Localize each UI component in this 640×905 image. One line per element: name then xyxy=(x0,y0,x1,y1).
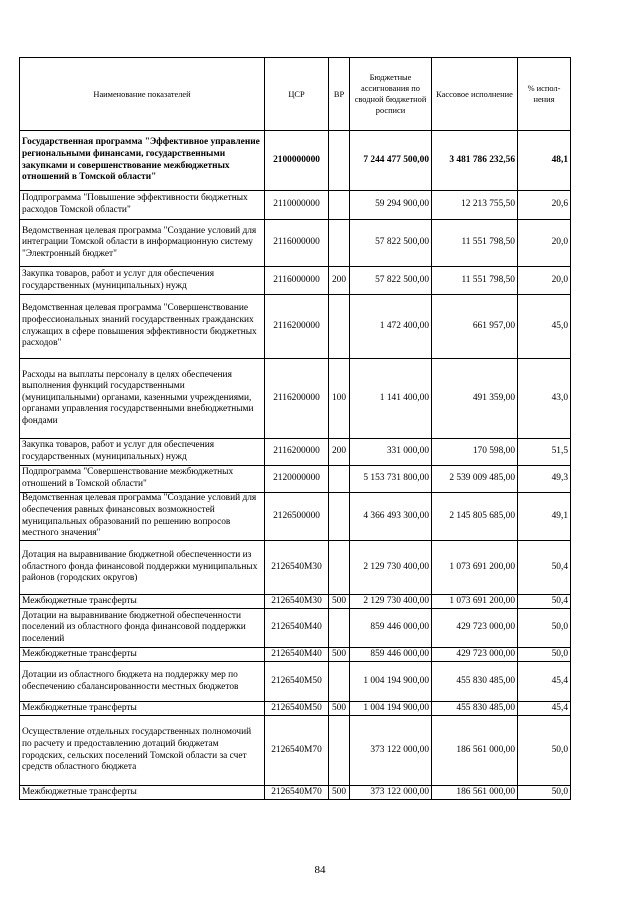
table-row xyxy=(20,359,571,439)
budget-execution-table xyxy=(19,57,571,800)
header-name: Наименование показателей xyxy=(20,58,265,131)
table-header-row xyxy=(20,58,571,131)
cell-csr: 2116200000 xyxy=(265,359,329,439)
table-row xyxy=(20,191,571,220)
cell-cash: 1 073 691 200,00 xyxy=(432,595,518,609)
header-csr: ЦСР xyxy=(265,58,329,131)
cell-name: Дотации на выравнивание бюджетной обеспеченности поселений из областного фонда финансовой поддержки поселений xyxy=(20,609,265,648)
cell-csr: 2126540M40 xyxy=(265,609,329,648)
cell-vr xyxy=(329,716,350,786)
cell-name: Расходы на выплаты персоналу в целях обеспечения выполнения функций государственными (муниципальными) органами, казенными учреждениями, органами управления государственными внебюджетными фондами xyxy=(20,359,265,439)
table-row xyxy=(20,493,571,541)
cell-name: Межбюджетные трансферты xyxy=(20,786,265,800)
table-row xyxy=(20,439,571,466)
cell-cash: 661 957,00 xyxy=(432,295,518,359)
cell-vr: 200 xyxy=(329,439,350,466)
cell-vr: 500 xyxy=(329,648,350,662)
table-row xyxy=(20,662,571,702)
cell-vr xyxy=(329,295,350,359)
cell-csr: 2116200000 xyxy=(265,295,329,359)
cell-percent: 50,0 xyxy=(518,716,571,786)
cell-cash: 170 598,00 xyxy=(432,439,518,466)
table-row xyxy=(20,716,571,786)
table-row xyxy=(20,131,571,191)
cell-budget: 7 244 477 500,00 xyxy=(350,131,432,191)
cell-budget: 5 153 731 800,00 xyxy=(350,466,432,493)
cell-csr: 2126540M70 xyxy=(265,786,329,800)
cell-percent: 50,4 xyxy=(518,541,571,595)
cell-percent: 45,4 xyxy=(518,662,571,702)
cell-name: Ведомственная целевая программа "Совершенствование профессиональных знаний государственных гражданских служащих в сфере повышения эффективности бюджетных расходов" xyxy=(20,295,265,359)
cell-percent: 51,5 xyxy=(518,439,571,466)
cell-csr: 2126540M30 xyxy=(265,595,329,609)
cell-cash: 1 073 691 200,00 xyxy=(432,541,518,595)
cell-csr: 2100000000 xyxy=(265,131,329,191)
cell-csr: 2126540M30 xyxy=(265,541,329,595)
cell-percent: 50,4 xyxy=(518,595,571,609)
cell-csr: 2116200000 xyxy=(265,439,329,466)
cell-cash: 186 561 000,00 xyxy=(432,786,518,800)
cell-cash: 2 539 009 485,00 xyxy=(432,466,518,493)
cell-csr: 2110000000 xyxy=(265,191,329,220)
cell-vr xyxy=(329,220,350,267)
cell-vr xyxy=(329,131,350,191)
cell-percent: 49,1 xyxy=(518,493,571,541)
cell-cash: 2 145 805 685,00 xyxy=(432,493,518,541)
cell-budget: 331 000,00 xyxy=(350,439,432,466)
table-row xyxy=(20,702,571,716)
header-cash: Кассовое исполнение xyxy=(432,58,518,131)
cell-vr: 500 xyxy=(329,786,350,800)
table-row xyxy=(20,595,571,609)
cell-percent: 50,0 xyxy=(518,648,571,662)
cell-name: Подпрограмма "Повышение эффективности бюджетных расходов Томской области" xyxy=(20,191,265,220)
cell-percent: 50,0 xyxy=(518,786,571,800)
cell-name: Дотации из областного бюджета на поддержку мер по обеспечению сбалансированности местных бюджетов xyxy=(20,662,265,702)
cell-budget: 57 822 500,00 xyxy=(350,220,432,267)
cell-name: Государственная программа "Эффективное управление региональными финансами, государственными закупками и совершенствование межбюджетных отношений в Томской области" xyxy=(20,131,265,191)
cell-csr: 2120000000 xyxy=(265,466,329,493)
table-row xyxy=(20,541,571,595)
cell-budget: 1 004 194 900,00 xyxy=(350,662,432,702)
cell-percent: 50,0 xyxy=(518,609,571,648)
cell-budget: 373 122 000,00 xyxy=(350,716,432,786)
cell-cash: 186 561 000,00 xyxy=(432,716,518,786)
cell-name: Осуществление отдельных государственных полномочий по расчету и предоставлению дотаций бюджетам городских, сельских поселений Томской области за счет средств областного бюджета xyxy=(20,716,265,786)
cell-budget: 1 141 400,00 xyxy=(350,359,432,439)
cell-cash: 11 551 798,50 xyxy=(432,267,518,295)
cell-cash: 12 213 755,50 xyxy=(432,191,518,220)
cell-budget: 1 004 194 900,00 xyxy=(350,702,432,716)
cell-cash: 429 723 000,00 xyxy=(432,648,518,662)
cell-name: Дотация на выравнивание бюджетной обеспеченности из областного фонда финансовой поддержки муниципальных районов (городских округов) xyxy=(20,541,265,595)
cell-cash: 429 723 000,00 xyxy=(432,609,518,648)
cell-cash: 491 359,00 xyxy=(432,359,518,439)
cell-budget: 1 472 400,00 xyxy=(350,295,432,359)
cell-csr: 2126500000 xyxy=(265,493,329,541)
cell-percent: 20,0 xyxy=(518,220,571,267)
cell-name: Закупка товаров, работ и услуг для обеспечения государственных (муниципальных) нужд xyxy=(20,439,265,466)
header-percent: % испол-нения xyxy=(518,58,571,131)
cell-name: Ведомственная целевая программа "Создание условий для обеспечения равных финансовых возможностей муниципальных образований по решению вопросов местного значения" xyxy=(20,493,265,541)
cell-budget: 4 366 493 300,00 xyxy=(350,493,432,541)
cell-name: Межбюджетные трансферты xyxy=(20,648,265,662)
cell-csr: 2126540M40 xyxy=(265,648,329,662)
cell-vr: 200 xyxy=(329,267,350,295)
cell-vr: 500 xyxy=(329,702,350,716)
cell-budget: 59 294 900,00 xyxy=(350,191,432,220)
cell-percent: 43,0 xyxy=(518,359,571,439)
header-vr: ВР xyxy=(329,58,350,131)
cell-vr xyxy=(329,466,350,493)
table-row xyxy=(20,648,571,662)
cell-name: Межбюджетные трансферты xyxy=(20,702,265,716)
cell-budget: 859 446 000,00 xyxy=(350,609,432,648)
cell-vr xyxy=(329,493,350,541)
cell-percent: 45,0 xyxy=(518,295,571,359)
cell-csr: 2116000000 xyxy=(265,267,329,295)
cell-vr xyxy=(329,662,350,702)
cell-percent: 48,1 xyxy=(518,131,571,191)
cell-percent: 49,3 xyxy=(518,466,571,493)
page-number: 84 xyxy=(314,864,326,876)
cell-vr xyxy=(329,609,350,648)
cell-csr: 2116000000 xyxy=(265,220,329,267)
cell-csr: 2126540M50 xyxy=(265,662,329,702)
header-budget: Бюджетные ассигнования по сводной бюджетной росписи xyxy=(350,58,432,131)
table-row xyxy=(20,295,571,359)
cell-percent: 20,6 xyxy=(518,191,571,220)
cell-percent: 20,0 xyxy=(518,267,571,295)
cell-csr: 2126540M70 xyxy=(265,716,329,786)
table-row xyxy=(20,609,571,648)
cell-budget: 2 129 730 400,00 xyxy=(350,541,432,595)
table-body xyxy=(20,131,571,800)
cell-vr: 500 xyxy=(329,595,350,609)
table-row xyxy=(20,220,571,267)
cell-cash: 455 830 485,00 xyxy=(432,702,518,716)
table-row xyxy=(20,267,571,295)
cell-budget: 859 446 000,00 xyxy=(350,648,432,662)
cell-budget: 2 129 730 400,00 xyxy=(350,595,432,609)
cell-budget: 57 822 500,00 xyxy=(350,267,432,295)
cell-percent: 45,4 xyxy=(518,702,571,716)
cell-cash: 455 830 485,00 xyxy=(432,662,518,702)
cell-name: Межбюджетные трансферты xyxy=(20,595,265,609)
cell-cash: 3 481 786 232,56 xyxy=(432,131,518,191)
cell-name: Ведомственная целевая программа "Создание условий для интеграции Томской области в информационную систему "Электронный бюджет" xyxy=(20,220,265,267)
cell-name: Подпрограмма "Совершенствование межбюджетных отношений в Томской области" xyxy=(20,466,265,493)
cell-csr: 2126540M50 xyxy=(265,702,329,716)
cell-vr xyxy=(329,191,350,220)
cell-vr xyxy=(329,541,350,595)
cell-name: Закупка товаров, работ и услуг для обеспечения государственных (муниципальных) нужд xyxy=(20,267,265,295)
table-row xyxy=(20,786,571,800)
table-row xyxy=(20,466,571,493)
cell-cash: 11 551 798,50 xyxy=(432,220,518,267)
cell-vr: 100 xyxy=(329,359,350,439)
cell-budget: 373 122 000,00 xyxy=(350,786,432,800)
